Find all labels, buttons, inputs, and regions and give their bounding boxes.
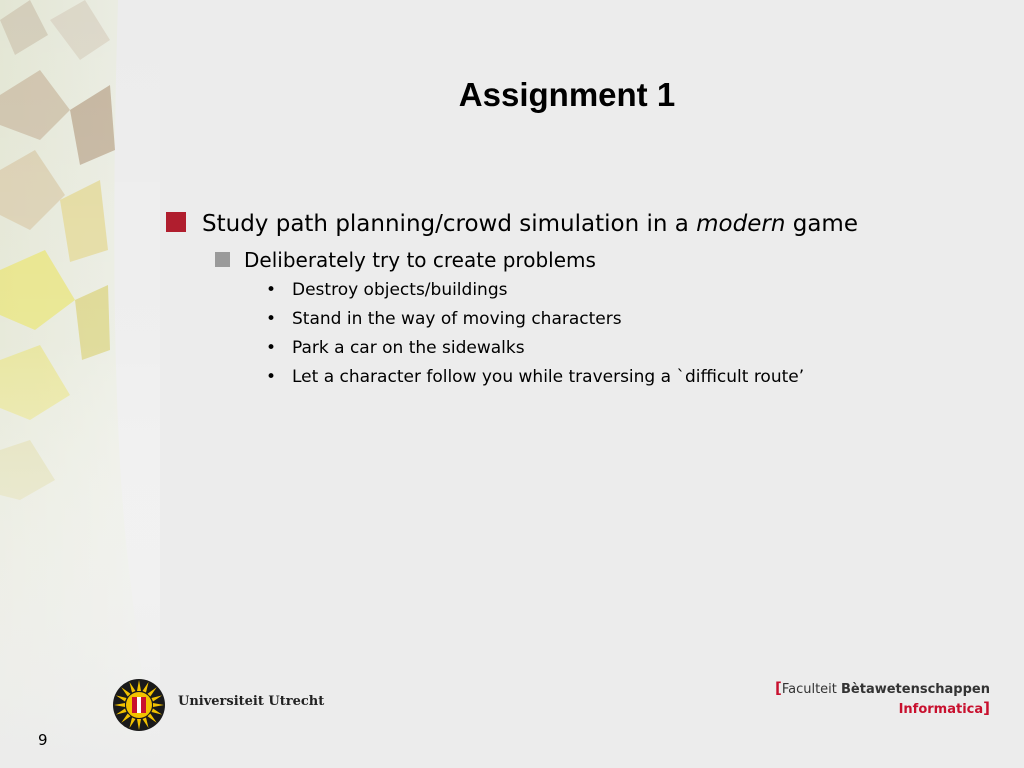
list-item: • Destroy objects/buildings <box>266 280 508 300</box>
sub-bullet-text: Deliberately try to create problems <box>244 248 596 272</box>
bullet-dot-icon: • <box>266 309 277 329</box>
university-seal-logo-icon <box>112 678 166 732</box>
university-name: Universiteit Utrecht <box>178 694 325 709</box>
bracket-open: [ <box>774 679 782 697</box>
decorative-background-band <box>0 0 160 768</box>
bullet-dot-icon: • <box>266 280 277 300</box>
gray-square-bullet-icon <box>215 252 230 267</box>
main-bullet-text-end: game <box>785 211 858 237</box>
page-number: 9 <box>38 731 48 749</box>
red-square-bullet-icon <box>166 212 186 232</box>
list-item: • Let a character follow you while traversing a `difficult route’ <box>266 367 805 387</box>
main-bullet-emphasis: modern <box>696 211 786 237</box>
main-bullet <box>166 211 858 237</box>
main-bullet-text: Study path planning/crowd simulation in a <box>202 211 697 237</box>
sub-bullet <box>215 248 596 272</box>
department-name: Informatica <box>898 702 984 717</box>
faculty-prefix: Faculteit <box>781 682 842 697</box>
bracket-close: ] <box>983 699 990 717</box>
bullet-list <box>266 280 804 396</box>
list-item: • Stand in the way of moving characters <box>266 309 622 329</box>
faculty-name: Bètawetenschappen <box>841 682 990 697</box>
bullet-dot-icon: • <box>266 338 277 358</box>
slide-title: Assignment 1 <box>458 76 676 113</box>
faculty-label <box>775 679 990 719</box>
bullet-dot-icon: • <box>266 367 277 387</box>
list-item: • Park a car on the sidewalks <box>266 338 525 358</box>
